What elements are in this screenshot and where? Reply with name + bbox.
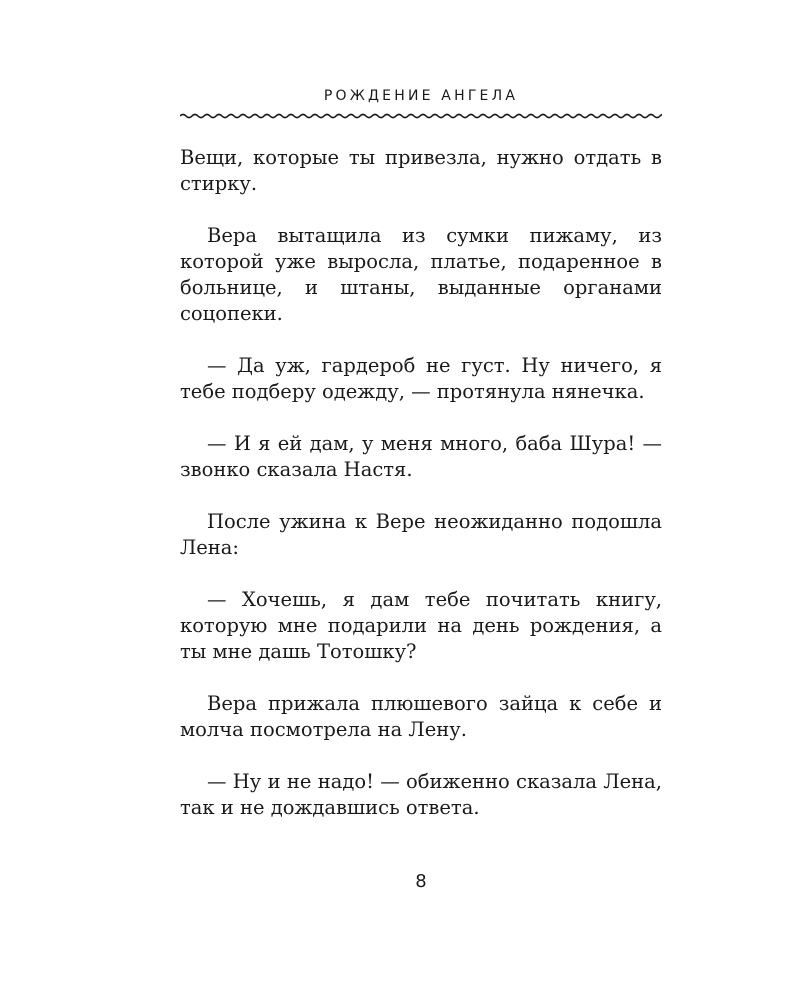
paragraph-continuation: Вещи, которые ты привезла, нужно отдать в стирку. — [180, 146, 662, 195]
page-number: 8 — [415, 871, 427, 892]
paragraph-dialogue: — Ну и не надо! — обиженно сказала Лена, так и не дождавшись ответа. — [180, 770, 662, 819]
paragraph: Вера вытащила из сумки пижаму, из которой уже выросла, платье, подаренное в больнице, и штаны, выданные органами соцопеки. — [180, 224, 662, 325]
paragraph-dialogue: — Хочешь, я дам тебе почитать книгу, которую мне подарили на день рождения, а ты мне дашь Тотошку? — [180, 588, 662, 663]
paragraph: После ужина к Вере неожиданно подошла Лена: — [180, 510, 662, 559]
paragraph: Вера прижала плюшевого зайца к себе и молча посмотрела на Лену. — [180, 692, 662, 741]
body-text — [180, 145, 662, 847]
wavy-divider — [180, 110, 662, 122]
paragraph-dialogue: — Да уж, гардероб не густ. Ну ничего, я тебе подберу одежду, — протянула нянечка. — [180, 354, 662, 403]
running-title: РОЖДЕНИЕ АНГЕЛА — [323, 88, 519, 104]
paragraph-dialogue: — И я ей дам, у меня много, баба Шура! — звонко сказала Настя. — [180, 432, 662, 481]
page-header — [180, 86, 662, 122]
